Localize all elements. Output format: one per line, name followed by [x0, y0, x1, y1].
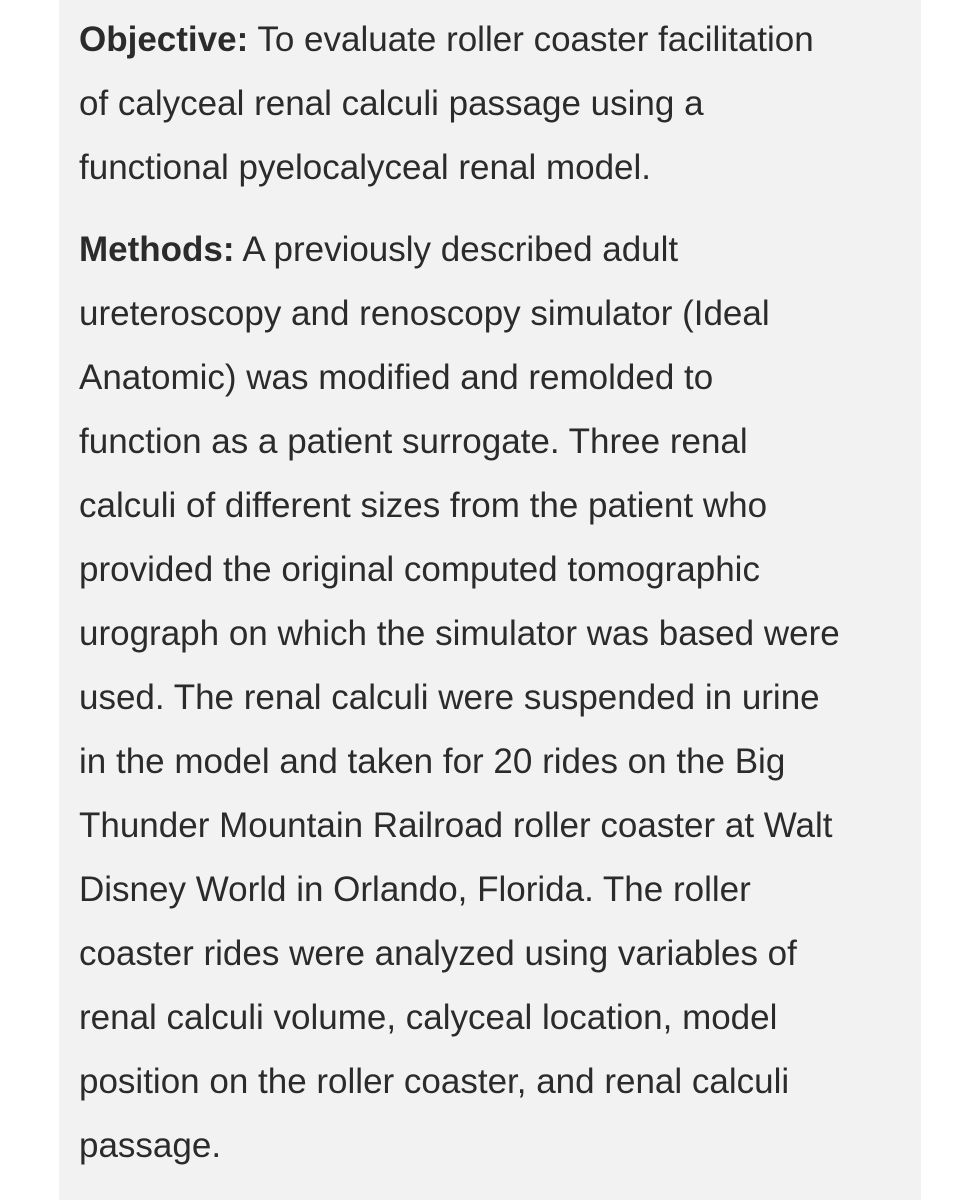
methods-line-6: provided the original computed tomographic: [79, 550, 760, 589]
objective-line-2: of calyceal renal calculi passage using a: [79, 84, 704, 123]
methods-line-13: renal calculi volume, calyceal location, model: [79, 998, 778, 1037]
methods-line-4: function as a patient surrogate. Three renal: [79, 422, 748, 461]
objective-label: Objective:: [79, 20, 249, 59]
methods-line-10: Thunder Mountain Railroad roller coaster at Walt: [79, 806, 833, 845]
methods-line-12: coaster rides were analyzed using variables of: [79, 934, 797, 973]
methods-line-9: in the model and taken for 20 rides on the Big: [79, 742, 786, 781]
methods-paragraph: [79, 218, 901, 1178]
methods-line-15: passage.: [79, 1126, 222, 1165]
methods-line-14: position on the roller coaster, and renal calculi: [79, 1062, 790, 1101]
methods-line-1: [79, 218, 901, 282]
methods-line-2: ureteroscopy and renoscopy simulator (Ideal: [79, 294, 770, 333]
objective-line-3: functional pyelocalyceal renal model.: [79, 148, 651, 187]
objective-line-1: [79, 8, 901, 72]
objective-paragraph: [79, 8, 901, 200]
methods-line-8: used. The renal calculi were suspended in urine: [79, 678, 820, 717]
objective-text-1: To evaluate roller coaster facilitation: [248, 20, 814, 59]
methods-line-3: Anatomic) was modified and remolded to: [79, 358, 714, 397]
methods-label: Methods:: [79, 230, 235, 269]
methods-line-11: Disney World in Orlando, Florida. The roller: [79, 870, 751, 909]
abstract-panel: [59, 0, 921, 1200]
methods-line-5: calculi of different sizes from the patient who: [79, 486, 768, 525]
methods-line-7: urograph on which the simulator was based were: [79, 614, 840, 653]
methods-text-1: A previously described adult: [234, 230, 679, 269]
